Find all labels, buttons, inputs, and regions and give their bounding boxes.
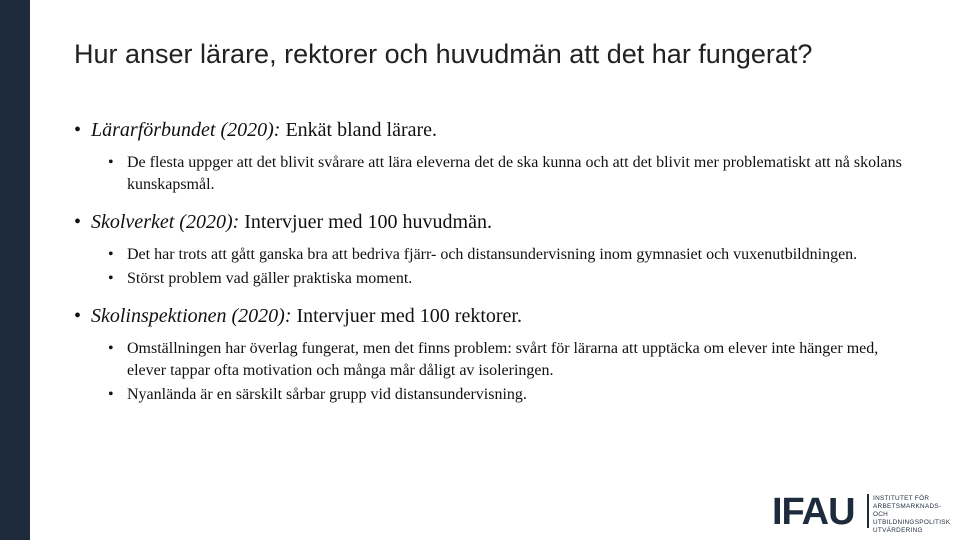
bullet-item-skolverket (74, 210, 904, 234)
ifau-logo (772, 492, 958, 532)
bullet-item-skolinspektionen (74, 304, 904, 328)
sub-bullet-item (108, 152, 904, 196)
logo-tagline-line: INSTITUTET FÖR (873, 495, 930, 502)
sub-bullet-text: Nyanlända är en särskilt sårbar grupp vid distansundervisning. (127, 386, 527, 403)
source-label: Lärarförbundet (2020): (91, 119, 281, 141)
logo-tagline-line: ARBETSMARKNADS- OCH (873, 503, 942, 518)
logo-tagline (873, 495, 958, 535)
bullet-icon: • (74, 119, 82, 141)
logo-tagline-line: UTVÄRDERING (873, 527, 923, 534)
bullet-icon: • (74, 305, 82, 327)
sub-bullet-text: Omställningen har överlag fungerat, men det finns problem: svårt för lärarna att upptäcka om elever inte hänger med, elever tappar ofta motivation och många mår dåligt av isoleringen. (127, 340, 879, 379)
bullet-icon: • (108, 270, 114, 287)
sub-bullet-item (108, 244, 904, 266)
sub-bullet-text: Störst problem vad gäller praktiska moment. (127, 270, 413, 287)
logo-wordmark: IFAU (772, 491, 855, 533)
bullet-text: Intervjuer med 100 rektorer. (291, 305, 522, 327)
bullet-list (74, 118, 904, 406)
logo-tagline-line: UTBILDNINGSPOLITISK (873, 519, 951, 526)
bullet-text: Intervjuer med 100 huvudmän. (239, 211, 492, 233)
sub-bullet-text: Det har trots att gått ganska bra att bedriva fjärr- och distansundervisning inom gymnasiet och vuxenutbildningen. (127, 246, 858, 263)
sub-bullet-item (108, 268, 904, 290)
sub-bullet-text: De flesta uppger att det blivit svårare att lära eleverna det de ska kunna och att det blivit mer problematiskt att nå skolans kunskapsmål. (127, 154, 902, 193)
sub-bullet-item (108, 384, 904, 406)
bullet-icon: • (74, 211, 82, 233)
bullet-icon: • (108, 340, 114, 357)
slide-title: Hur anser lärare, rektorer och huvudmän att det har fungerat? (74, 39, 813, 69)
left-accent-bar (0, 0, 30, 540)
source-label: Skolverket (2020): (91, 211, 240, 233)
sub-bullet-item (108, 338, 904, 382)
logo-divider (867, 494, 869, 528)
bullet-text: Enkät bland lärare. (280, 119, 438, 141)
bullet-icon: • (108, 154, 114, 171)
bullet-item-larforbundet (74, 118, 904, 142)
source-label: Skolinspektionen (2020): (91, 305, 292, 327)
bullet-icon: • (108, 246, 114, 263)
bullet-icon: • (108, 386, 114, 403)
